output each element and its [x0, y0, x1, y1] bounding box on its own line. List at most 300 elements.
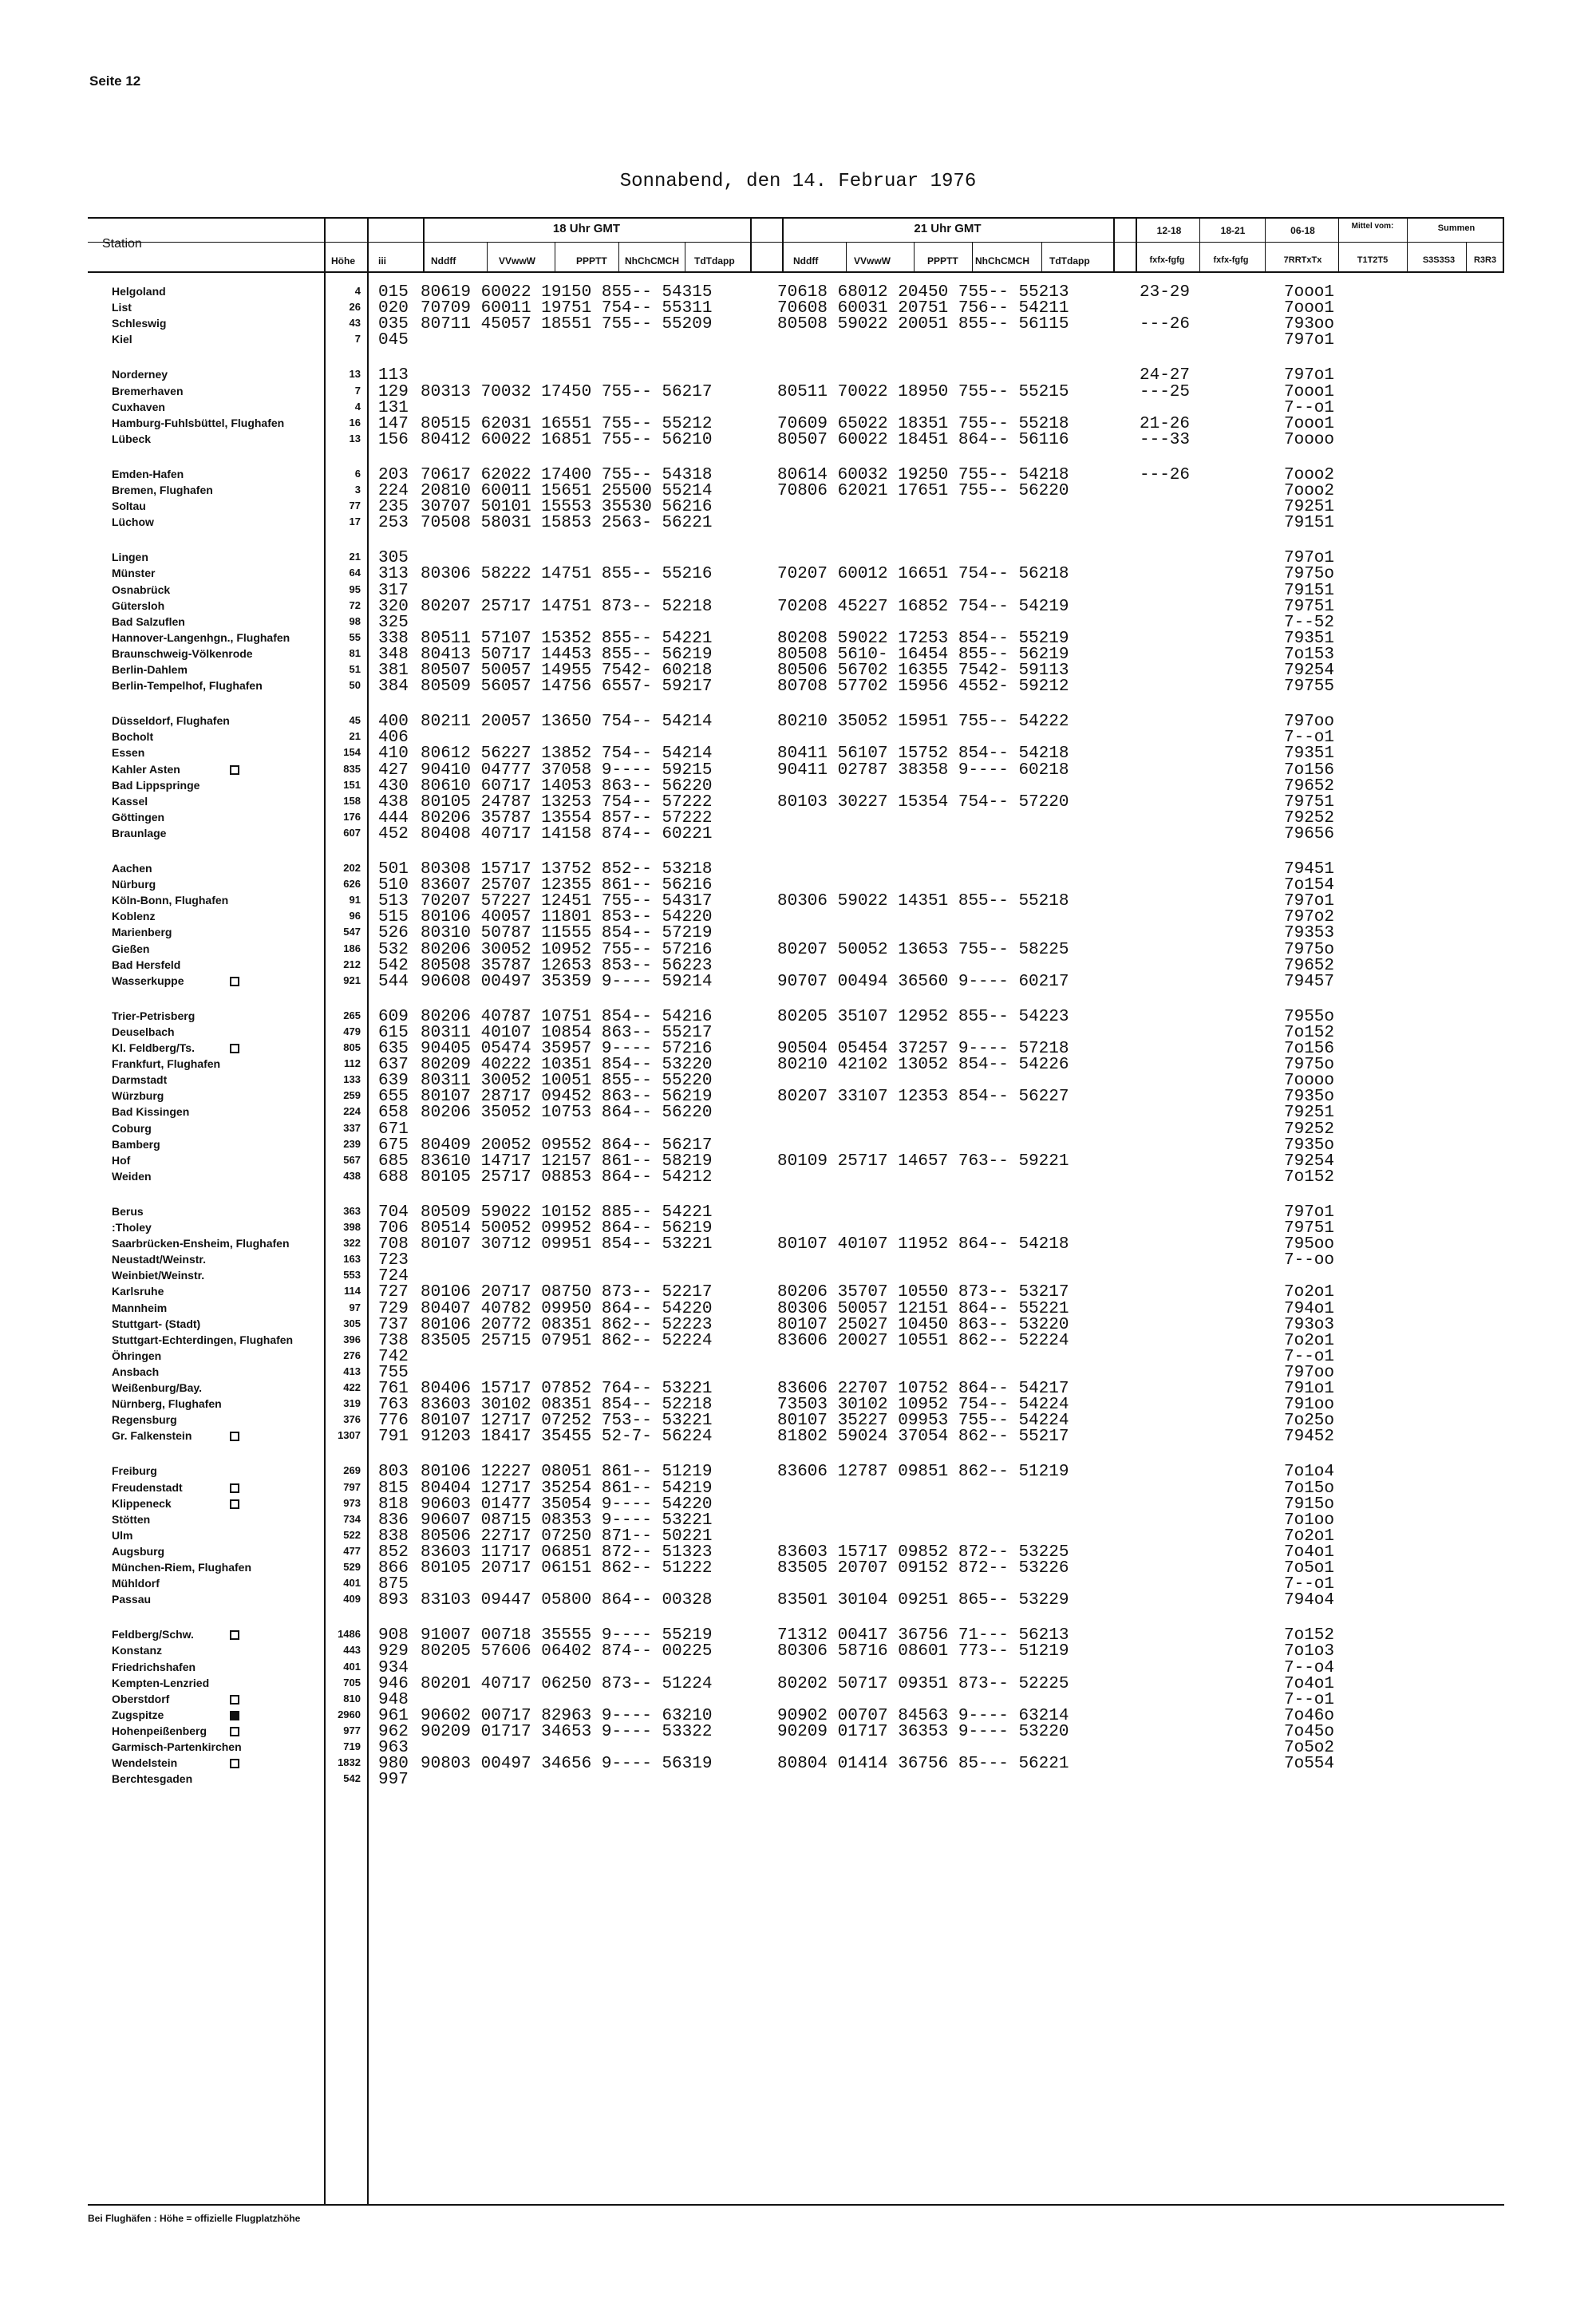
station-id: 803 [378, 1463, 409, 1482]
daily-summary: 7ooo1 [1284, 299, 1335, 318]
table-row [0, 1577, 1596, 1593]
station-name: Gießen [112, 942, 150, 955]
station-height: 1486 [338, 1628, 361, 1641]
obs-21-utc: 80210 42102 13052 854-- 54226 [777, 1056, 1069, 1075]
gust-12-18: ---33 [1140, 430, 1191, 449]
rule-bottom [88, 2204, 1504, 2206]
obs-21-utc: 83505 20707 09152 872-- 53226 [777, 1559, 1069, 1578]
station-name: Gütersloh [112, 598, 165, 612]
table-row [0, 1122, 1596, 1138]
station-height: 158 [343, 794, 361, 807]
station-height: 734 [343, 1512, 361, 1525]
daily-summary: 79755 [1284, 677, 1335, 697]
table-row [0, 1285, 1596, 1301]
table-row [0, 824, 1596, 843]
daily-summary: 7o5o2 [1284, 1739, 1335, 1757]
table-row [0, 1151, 1596, 1171]
station-height: 921 [343, 974, 361, 986]
station-id: 020 [378, 299, 409, 318]
obs-18-utc: 80406 15717 07852 764-- 53221 [421, 1380, 713, 1398]
obs-21-utc: 80708 57702 15956 4552- 59212 [777, 677, 1069, 697]
station-name: Emden-Hafen [112, 467, 184, 480]
obs-18-utc: 80404 12717 35254 861-- 54219 [421, 1479, 713, 1498]
station-name: Ulm [112, 1528, 133, 1542]
station-height: 805 [343, 1041, 361, 1053]
table-row [0, 1299, 1596, 1318]
obs-18-utc: 80412 60022 16851 755-- 56210 [421, 430, 713, 449]
station-name: Weißenburg/Bay. [112, 1381, 203, 1394]
table-row [0, 746, 1596, 762]
obs-21-utc: 70208 45227 16852 754-- 54219 [777, 597, 1069, 616]
daily-summary: 79451 [1284, 860, 1335, 879]
station-height: 276 [343, 1349, 361, 1361]
daily-summary: 7o25o [1284, 1412, 1335, 1431]
daily-summary: 7--o1 [1284, 1690, 1335, 1709]
station-id: 727 [378, 1283, 409, 1302]
station-height: 154 [343, 746, 361, 759]
station-id: 320 [378, 597, 409, 616]
station-height: 547 [343, 926, 361, 938]
obs-18-utc: 80409 20052 09552 864-- 56217 [421, 1136, 713, 1155]
station-name: Bad Kissingen [112, 1105, 190, 1119]
obs-21-utc: 70608 60031 20751 756-- 54211 [777, 299, 1069, 318]
open-square-icon [230, 1727, 239, 1736]
obs-18-utc: 80105 25717 08853 864-- 54212 [421, 1167, 713, 1187]
station-id: 526 [378, 924, 409, 943]
station-id: 348 [378, 645, 409, 664]
station-name: Bamberg [112, 1137, 160, 1151]
obs-21-utc: 80207 50052 13653 755-- 58225 [777, 940, 1069, 959]
station-id: 708 [378, 1235, 409, 1254]
header-iii: iii [378, 255, 387, 267]
obs-18-utc: 80507 50057 14955 7542- 60218 [421, 662, 713, 680]
station-height: 6 [354, 467, 361, 480]
obs-18-utc: 80511 57107 15352 855-- 54221 [421, 629, 713, 648]
station-height: 224 [343, 1105, 361, 1118]
daily-summary: 7o1o3 [1284, 1642, 1335, 1661]
table-row [0, 1561, 1596, 1577]
table-row [0, 382, 1596, 401]
obs-21-utc: 80205 35107 12952 855-- 54223 [777, 1007, 1069, 1026]
station-id: 544 [378, 972, 409, 991]
daily-summary: 7o2o1 [1284, 1527, 1335, 1546]
daily-summary: 79151 [1284, 581, 1335, 600]
station-name: Karlsruhe [112, 1285, 164, 1298]
station-id: 852 [378, 1543, 409, 1562]
daily-summary: 79656 [1284, 824, 1335, 843]
obs-18-utc: 70617 62022 17400 755-- 54318 [421, 465, 713, 484]
station-id: 338 [378, 629, 409, 648]
open-square-icon [230, 1044, 239, 1053]
station-name: Koblenz [112, 910, 156, 923]
open-square-icon [230, 1759, 239, 1768]
station-name: Gr. Falkenstein [112, 1429, 192, 1443]
obs-18-utc: 80610 60717 14053 863-- 56220 [421, 776, 713, 796]
daily-summary: 79751 [1284, 792, 1335, 812]
station-height: 259 [343, 1089, 361, 1102]
obs-18-utc: 80206 35052 10753 864-- 56220 [421, 1104, 713, 1123]
daily-summary: 793o3 [1284, 1315, 1335, 1334]
header-mittel-title: Mittel vom: [1351, 222, 1394, 231]
station-id: 818 [378, 1495, 409, 1514]
header-18-col4: NhChCMCH [625, 255, 679, 267]
daily-summary: 7o554 [1284, 1755, 1335, 1774]
table-row [0, 878, 1596, 894]
header-21-title: 21 Uhr GMT [914, 222, 982, 235]
station-height: 977 [343, 1724, 361, 1736]
station-name: Kempten-Lenzried [112, 1676, 210, 1689]
table-row [0, 368, 1596, 384]
station-id: 224 [378, 482, 409, 500]
station-height: 81 [349, 646, 361, 659]
table-row [0, 1481, 1596, 1497]
station-id: 963 [378, 1739, 409, 1757]
table-row [0, 663, 1596, 679]
station-height: 212 [343, 958, 361, 970]
station-id: 685 [378, 1151, 409, 1171]
station-id: 791 [378, 1428, 409, 1447]
station-id: 815 [378, 1479, 409, 1498]
station-id: 997 [378, 1771, 409, 1790]
station-height: 98 [349, 614, 361, 627]
daily-summary: 7o1o4 [1284, 1463, 1335, 1482]
station-id: 313 [378, 565, 409, 584]
daily-summary: 7o153 [1284, 645, 1335, 664]
daily-summary: 7o152 [1284, 1626, 1335, 1645]
table-row [0, 1628, 1596, 1644]
daily-summary: 7o45o [1284, 1722, 1335, 1741]
station-height: 163 [343, 1253, 361, 1266]
header-18-col3: PPPTT [576, 255, 607, 267]
obs-21-utc: 90707 00494 36560 9---- 60217 [777, 972, 1069, 991]
station-name: List [112, 301, 132, 314]
table-row [0, 1041, 1596, 1057]
station-name: Cuxhaven [112, 400, 165, 413]
station-height: 522 [343, 1528, 361, 1541]
header-1218-title: 12-18 [1156, 225, 1182, 236]
obs-18-utc: 83603 11717 06851 872-- 51323 [421, 1543, 713, 1562]
daily-summary: 7--o1 [1284, 398, 1335, 417]
daily-summary: 7o156 [1284, 760, 1335, 780]
station-height: 95 [349, 583, 361, 595]
station-height: 269 [343, 1464, 361, 1477]
station-height: 1832 [338, 1756, 361, 1769]
station-height: 91 [349, 894, 361, 907]
table-row [0, 1690, 1596, 1709]
obs-18-utc: 80106 20717 08750 873-- 52217 [421, 1283, 713, 1302]
table-row [0, 1740, 1596, 1756]
station-name: Braunlage [112, 826, 167, 839]
header-mittel-sub: T1T2T5 [1357, 255, 1389, 265]
station-name: Frankfurt, Flughafen [112, 1057, 221, 1071]
obs-21-utc: 80210 35052 15951 755-- 54222 [777, 713, 1069, 732]
table-row [0, 1545, 1596, 1561]
station-name: Wendelstein [112, 1756, 178, 1770]
table-row [0, 1205, 1596, 1221]
obs-21-utc: 80506 56702 16355 7542- 59113 [777, 662, 1069, 680]
obs-18-utc: 80206 30052 10952 755-- 57216 [421, 940, 713, 959]
obs-21-utc: 80202 50717 09351 873-- 52225 [777, 1674, 1069, 1693]
daily-summary: 7o5o1 [1284, 1559, 1335, 1578]
daily-summary: 7o152 [1284, 1167, 1335, 1187]
station-name: Schleswig [112, 317, 167, 330]
station-height: 50 [349, 679, 361, 692]
station-name: Köln-Bonn, Flughafen [112, 894, 229, 907]
station-name: Kiel [112, 333, 132, 346]
station-id: 946 [378, 1674, 409, 1693]
station-id: 706 [378, 1219, 409, 1238]
header-station: Station [102, 237, 142, 251]
daily-summary: 79252 [1284, 808, 1335, 828]
obs-18-utc: 80619 60022 19150 855-- 54315 [421, 283, 713, 302]
gust-12-18: 21-26 [1140, 414, 1191, 433]
obs-18-utc: 80201 40717 06250 873-- 51224 [421, 1674, 713, 1693]
station-id: 406 [378, 729, 409, 748]
station-name: Düsseldorf, Flughafen [112, 714, 230, 728]
obs-18-utc: 80514 50052 09952 864-- 56219 [421, 1219, 713, 1238]
footnote: Bei Flughäfen : Höhe = offizielle Flugplatzhöhe [88, 2213, 301, 2224]
table-row [0, 414, 1596, 433]
header-0618-title: 06-18 [1290, 225, 1315, 236]
station-id: 147 [378, 414, 409, 433]
station-height: 409 [343, 1593, 361, 1606]
obs-18-utc: 83103 09447 05800 864-- 00328 [421, 1591, 713, 1610]
obs-21-utc: 80306 50057 12151 864-- 55221 [777, 1299, 1069, 1318]
station-id: 515 [378, 908, 409, 927]
table-row [0, 894, 1596, 910]
header-18-col5: TdTdapp [694, 255, 735, 267]
daily-summary: 797o1 [1284, 549, 1335, 568]
obs-18-utc: 80711 45057 18551 755-- 55209 [421, 315, 713, 334]
obs-18-utc: 90209 01717 34653 9---- 53322 [421, 1722, 713, 1741]
station-height: 477 [343, 1544, 361, 1557]
station-height: 202 [343, 862, 361, 874]
table-row [0, 679, 1596, 695]
table-row [0, 1429, 1596, 1445]
station-id: 838 [378, 1527, 409, 1546]
station-height: 973 [343, 1496, 361, 1509]
obs-21-utc: 80103 30227 15354 754-- 57220 [777, 792, 1069, 812]
daily-summary: 797o1 [1284, 1203, 1335, 1222]
station-name: Saarbrücken-Ensheim, Flughafen [112, 1237, 290, 1250]
station-id: 934 [378, 1658, 409, 1677]
station-id: 763 [378, 1396, 409, 1415]
station-name: Norderney [112, 368, 168, 381]
daily-summary: 797oo [1284, 1363, 1335, 1382]
open-square-icon [230, 1483, 239, 1493]
station-name: Darmstadt [112, 1073, 168, 1087]
station-name: Essen [112, 746, 145, 760]
obs-21-utc: 80207 33107 12353 854-- 56227 [777, 1088, 1069, 1107]
daily-summary: 791o1 [1284, 1380, 1335, 1398]
obs-21-utc: 90411 02787 38358 9---- 60218 [777, 760, 1069, 780]
station-id: 724 [378, 1267, 409, 1286]
table-row [0, 1138, 1596, 1154]
table-row [0, 1253, 1596, 1269]
obs-18-utc: 80313 70032 17450 755-- 56217 [421, 382, 713, 401]
daily-summary: 79252 [1284, 1120, 1335, 1139]
station-name: Stuttgart- (Stadt) [112, 1317, 201, 1330]
station-name: Hannover-Langenhgn., Flughafen [112, 630, 290, 644]
station-height: 151 [343, 778, 361, 791]
station-name: Aachen [112, 862, 152, 875]
obs-21-utc: 80208 59022 17253 854-- 55219 [777, 629, 1069, 648]
table-row [0, 730, 1596, 746]
header-21-col3: PPPTT [927, 255, 958, 267]
station-id: 929 [378, 1642, 409, 1661]
obs-21-utc: 80109 25717 14657 763-- 59221 [777, 1151, 1069, 1171]
daily-summary: 7o2o1 [1284, 1331, 1335, 1350]
station-height: 239 [343, 1137, 361, 1150]
daily-summary: 794o1 [1284, 1299, 1335, 1318]
obs-18-utc: 30707 50101 15553 35530 56216 [421, 498, 713, 517]
station-id: 948 [378, 1690, 409, 1709]
daily-summary: 793oo [1284, 315, 1335, 334]
table-row [0, 1089, 1596, 1105]
table-row [0, 1724, 1596, 1740]
station-height: 626 [343, 878, 361, 891]
station-name: Mannheim [112, 1301, 168, 1314]
station-height: 376 [343, 1413, 361, 1426]
table-row [0, 1221, 1596, 1237]
station-id: 410 [378, 745, 409, 764]
header-1821-title: 18-21 [1220, 225, 1246, 236]
station-height: 553 [343, 1269, 361, 1282]
station-name: Weinbiet/Weinstr. [112, 1269, 205, 1282]
station-height: 305 [343, 1317, 361, 1329]
station-name: Marienberg [112, 926, 172, 939]
daily-summary: 79351 [1284, 745, 1335, 764]
obs-18-utc: 90405 05474 35957 9---- 57216 [421, 1040, 713, 1058]
station-height: 55 [349, 630, 361, 643]
daily-summary: 79452 [1284, 1428, 1335, 1447]
station-height: 810 [343, 1692, 361, 1704]
table-row [0, 760, 1596, 780]
daily-summary: 7--o1 [1284, 1347, 1335, 1366]
header-summen-sub2: R3R3 [1473, 255, 1497, 265]
obs-18-utc: 80209 40222 10351 854-- 53220 [421, 1056, 713, 1075]
station-height: 835 [343, 762, 361, 775]
open-square-icon [230, 1630, 239, 1640]
station-name: Helgoland [112, 285, 166, 298]
station-id: 427 [378, 760, 409, 780]
obs-21-utc: 90209 01717 36353 9---- 53220 [777, 1722, 1069, 1741]
daily-summary: 7o46o [1284, 1706, 1335, 1725]
header-21-col5: TdTdapp [1049, 255, 1090, 267]
table-row [0, 1497, 1596, 1513]
station-height: 97 [349, 1301, 361, 1313]
obs-18-utc: 80506 22717 07250 871-- 50221 [421, 1527, 713, 1546]
table-row [0, 398, 1596, 417]
obs-18-utc: 83603 30102 08351 854-- 52218 [421, 1396, 713, 1415]
station-height: 363 [343, 1204, 361, 1217]
station-id: 980 [378, 1755, 409, 1774]
daily-summary: 79254 [1284, 1151, 1335, 1171]
station-name: Konstanz [112, 1644, 162, 1657]
table-row [0, 1529, 1596, 1545]
station-name: Göttingen [112, 810, 165, 824]
table-row [0, 926, 1596, 942]
station-id: 776 [378, 1412, 409, 1431]
obs-21-utc: 80511 70022 18950 755-- 55215 [777, 382, 1069, 401]
station-height: 21 [349, 551, 361, 563]
station-height: 413 [343, 1365, 361, 1377]
table-row [0, 615, 1596, 631]
station-id: 615 [378, 1023, 409, 1042]
station-id: 400 [378, 713, 409, 732]
table-row [0, 301, 1596, 317]
station-id: 836 [378, 1511, 409, 1530]
obs-21-utc: 80614 60032 19250 755-- 54218 [777, 465, 1069, 484]
obs-18-utc: 80105 24787 13253 754-- 57222 [421, 792, 713, 812]
obs-18-utc: 80106 12227 08051 861-- 51219 [421, 1463, 713, 1482]
obs-18-utc: 90608 00497 35359 9---- 59214 [421, 972, 713, 991]
station-id: 430 [378, 776, 409, 796]
obs-21-utc: 90504 05454 37257 9---- 57218 [777, 1040, 1069, 1058]
station-id: 129 [378, 382, 409, 401]
table-row [0, 974, 1596, 990]
station-id: 637 [378, 1056, 409, 1075]
station-name: Kassel [112, 794, 148, 808]
station-name: Berlin-Dahlem [112, 663, 188, 676]
station-name: Kahler Asten [112, 762, 180, 776]
station-height: 186 [343, 942, 361, 954]
station-name: Stötten [112, 1512, 151, 1526]
daily-summary: 794o4 [1284, 1591, 1335, 1610]
obs-21-utc: 83606 20027 10551 862-- 52224 [777, 1331, 1069, 1350]
daily-summary: 79751 [1284, 1219, 1335, 1238]
daily-summary: 79151 [1284, 514, 1335, 533]
obs-18-utc: 70207 57227 12451 755-- 54317 [421, 892, 713, 911]
obs-18-utc: 83610 14717 12157 861-- 58219 [421, 1151, 713, 1171]
obs-18-utc: 80106 40057 11801 853-- 54220 [421, 908, 713, 927]
station-name: Weiden [112, 1169, 152, 1183]
obs-18-utc: 80413 50717 14453 855-- 56219 [421, 645, 713, 664]
station-height: 542 [343, 1772, 361, 1785]
station-id: 317 [378, 581, 409, 600]
station-height: 96 [349, 910, 361, 922]
obs-18-utc: 80107 12717 07252 753-- 53221 [421, 1412, 713, 1431]
table-row [0, 942, 1596, 958]
header-hoehe: Höhe [331, 255, 355, 267]
obs-18-utc: 90803 00497 34656 9---- 56319 [421, 1755, 713, 1774]
obs-18-utc: 80205 57606 06402 874-- 00225 [421, 1642, 713, 1661]
daily-summary: 7ooo1 [1284, 283, 1335, 302]
station-id: 893 [378, 1591, 409, 1610]
station-name: Nürburg [112, 878, 156, 891]
obs-18-utc: 80206 35787 13554 857-- 57222 [421, 808, 713, 828]
station-id: 203 [378, 465, 409, 484]
obs-21-utc: 70207 60012 16651 754-- 56218 [777, 565, 1069, 584]
station-height: 443 [343, 1644, 361, 1657]
table-row [0, 1772, 1596, 1788]
obs-18-utc: 91007 00718 35555 9---- 55219 [421, 1626, 713, 1645]
obs-18-utc: 70508 58031 15853 2563- 56221 [421, 514, 713, 533]
table-row [0, 1269, 1596, 1285]
station-id: 755 [378, 1363, 409, 1382]
station-id: 513 [378, 892, 409, 911]
table-row [0, 1658, 1596, 1677]
station-height: 396 [343, 1333, 361, 1345]
obs-18-utc: 80306 58222 14751 855-- 55216 [421, 565, 713, 584]
table-row [0, 1009, 1596, 1025]
station-height: 607 [343, 826, 361, 839]
gust-12-18: 24-27 [1140, 366, 1191, 385]
daily-summary: 797oo [1284, 713, 1335, 732]
daily-summary: 7ooo1 [1284, 414, 1335, 433]
daily-summary: 7o152 [1284, 1023, 1335, 1042]
obs-21-utc: 83603 15717 09852 872-- 53225 [777, 1543, 1069, 1562]
